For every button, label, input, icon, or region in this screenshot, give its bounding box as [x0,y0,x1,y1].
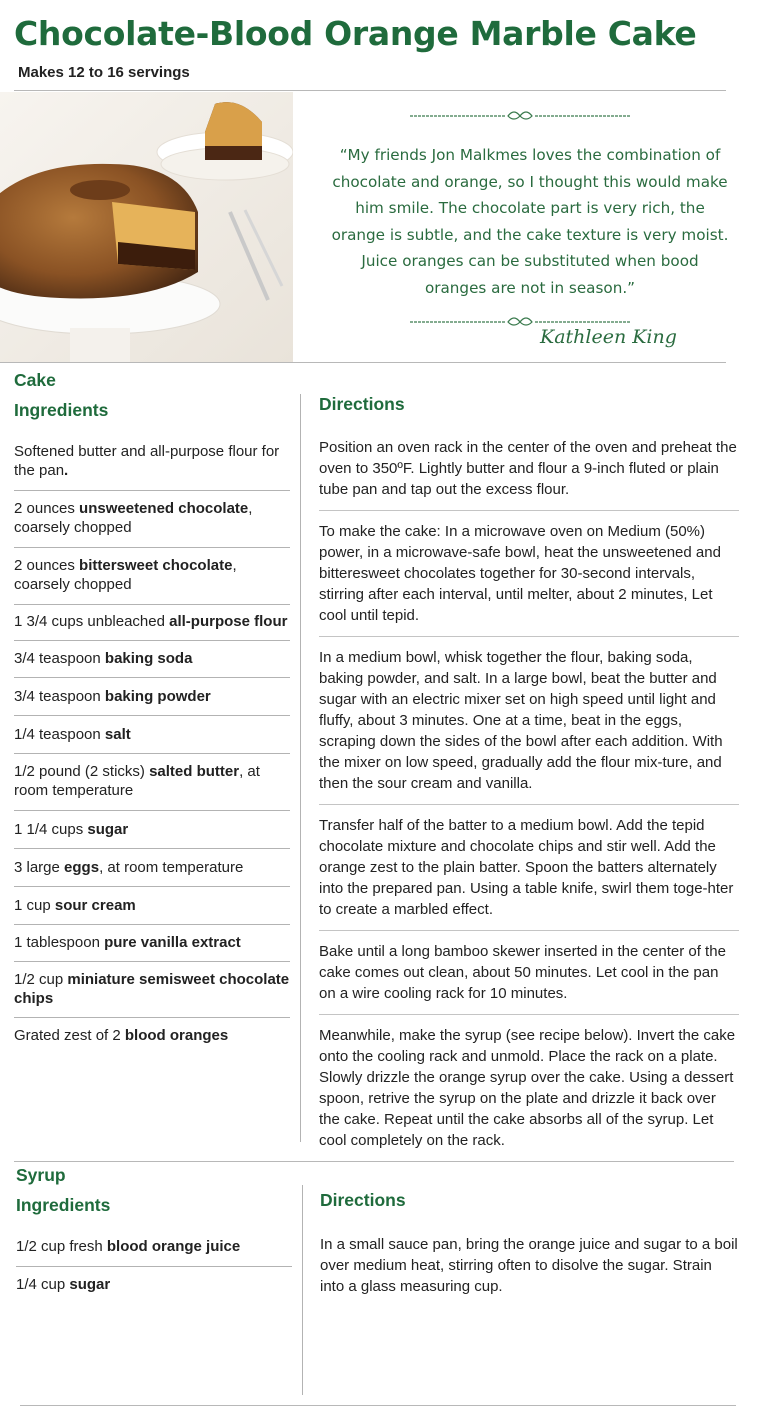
ingredient-text-bold: sugar [87,821,129,838]
cake-ingredient-item [14,925,290,962]
ingredient-text-bold: eggs [64,859,100,876]
ingredient-text-pre: 1/2 pound (2 sticks) [14,763,150,780]
ingredient-text-pre: 2 ounces [14,557,80,574]
ingredient-text-bold: blood oranges [124,1027,229,1044]
cake-direction-step: Transfer half of the batter to a medium bowl. Add the tepid chocolate mixture and chocolate chips and stir well. Add the orange zest to the plain batter. Spoon the batters alternately into the prepared pan. Using a table knife, swirl them toge-hter to create a marbled effect. [319,815,739,931]
cake-ingredient-item [14,442,290,491]
ingredient-text-bold: salt [104,726,131,743]
syrup-column-divider [302,1185,303,1395]
cake-ingredient-list [14,442,290,1045]
cake-ingredient-item [14,811,290,849]
ingredient-text-post: , coarsely chopped [14,557,237,593]
ingredient-text-bold: all-purpose flour [169,613,288,630]
cake-ingredient-item [14,849,290,887]
cake-ingredients-heading: Ingredients [14,400,109,420]
ingredient-text-bold: miniature semisweet chocolate chips [14,971,290,1007]
ingredient-text-pre: 2 ounces [14,500,80,517]
photo-divider [0,362,726,363]
ingredient-text-pre: 3/4 teaspoon [14,688,105,705]
ornament-top-icon [410,108,630,124]
cake-direction-list [319,437,739,1171]
cake-direction-step: Position an oven rack in the center of the oven and preheat the oven to 350ºF. Lightly butter and flour a 9-inch fluted or plain tube pan and tap out the excess flour. [319,437,739,511]
syrup-ingredients-heading: Ingredients [16,1195,111,1215]
ingredient-text-pre: 1 3/4 cups unbleached [14,613,170,630]
ingredient-text-bold: salted butter [149,763,240,780]
syrup-ingredient-item [16,1267,292,1294]
ingredient-text-pre: 1/4 cup [16,1276,70,1293]
cake-ingredient-item [14,605,290,641]
signature: Kathleen King [540,326,677,348]
footer-divider [20,1405,736,1406]
ingredient-text-bold: unsweetened chocolate [79,500,249,517]
quote-block [330,108,730,358]
ingredient-text-pre: 1 1/4 cups [14,821,88,838]
ingredient-text-pre: 1 cup [14,897,55,914]
ingredient-text-bold: baking powder [104,688,211,705]
ingredient-text-pre: 3 large [14,859,65,876]
section-divider [14,1161,734,1162]
ingredient-text-bold: pure vanilla extract [104,934,241,951]
servings-note: Makes 12 to 16 servings [18,64,190,81]
syrup-direction-list [320,1234,740,1317]
ingredient-text-bold: . [64,462,69,479]
ingredient-text-bold: blood orange juice [106,1238,241,1255]
ingredient-text-pre: 1/4 teaspoon [14,726,105,743]
syrup-ingredient-item [16,1237,292,1267]
cake-ingredient-item [14,1018,290,1045]
cake-ingredient-item [14,678,290,716]
ingredient-text-pre: 3/4 teaspoon [14,650,105,667]
cake-directions-heading: Directions [319,394,405,414]
cake-ingredient-item [14,887,290,925]
cake-photo [0,92,293,362]
cake-ingredient-item [14,716,290,754]
ingredient-text-pre: 1/2 cup [14,971,68,988]
header-divider [14,90,726,91]
ingredient-text-pre: Softened butter and all-purpose flour for the pan [14,443,280,479]
syrup-directions-heading: Directions [320,1190,406,1210]
cake-direction-step: To make the cake: In a microwave oven on Medium (50%) power, in a microwave-safe bowl, heat the unsweetened and bitteresweet chocolates together for 30-second intervals, stirring after each interval, until melter, about 2 minutes, Let cool until tepid. [319,521,739,637]
ingredient-text-post: , coarsely chopped [14,500,253,536]
syrup-heading: Syrup [16,1165,66,1185]
cake-column-divider [300,394,301,1142]
ingredient-text-pre: 1 tablespoon [14,934,105,951]
ingredient-text-pre: Grated zest of 2 [14,1027,125,1044]
ingredient-text-bold: sour cream [54,897,136,914]
cake-ingredient-item [14,548,290,605]
chef-quote: “My friends Jon Malkmes loves the combination of chocolate and orange, so I thought this would make him smile. The chocolate part is very rich, the orange is subtle, and the cake texture is very moist. Juice oranges can be substituted when bood oranges are not in season.” [331,146,729,297]
cake-ingredient-item [14,754,290,811]
ingredient-text-bold: sugar [69,1276,111,1293]
cake-ingredient-item [14,641,290,678]
recipe-title: Chocolate-Blood Orange Marble Cake [14,14,697,53]
ingredient-text-post: , at room temperature [99,859,244,876]
cake-direction-step: In a medium bowl, whisk together the flour, baking soda, baking powder, and salt. In a large bowl, beat the butter and sugar with an electric mixer set on high speed until light and fluffy, about 3 minutes. One at a time, beat in the eggs, scraping down the sides of the bowl after each addition. With the mixer on low speed, gradually add the flour mix-ture, and then the sour cream and vanilla. [319,647,739,805]
cake-direction-step: Meanwhile, make the syrup (see recipe below). Invert the cake onto the cooling rack and unmold. Place the rack on a plate. Slowly drizzle the orange syrup over the cake. Using a dessert spoon, retrive the syrup on the plate and drizzle it back over the cake. Repeat until the cake absorbs all of the syrup. Let cool completely on the rack. [319,1027,736,1149]
cake-ingredient-item [14,491,290,548]
ingredient-text-pre: 1/2 cup fresh [16,1238,107,1255]
cake-ingredient-item [14,962,290,1018]
cake-heading: Cake [14,370,56,390]
ingredient-text-bold: baking soda [104,650,193,667]
cake-direction-step: Bake until a long bamboo skewer inserted in the center of the cake comes out clean, about 50 minutes. Let cool in the pan on a wire cooling rack for 10 minutes. [319,941,739,1015]
syrup-ingredient-list [16,1237,292,1294]
syrup-direction-step: In a small sauce pan, bring the orange juice and sugar to a boil over medium heat, stirring often to disolve the sugar. Strain into a glass measuring cup. [320,1236,738,1295]
ingredient-text-post: , at room temperature [14,763,260,799]
ingredient-text-bold: bittersweet chocolate [79,557,233,574]
